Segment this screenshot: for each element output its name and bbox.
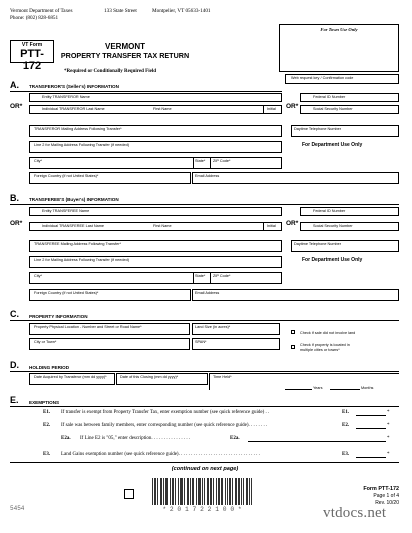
barcode-bar [236,478,237,505]
transferor-mailing-label: TRANSFEROR Mailing Address Following Transfer* [34,126,122,131]
transferee-phone-field[interactable] [291,240,399,252]
barcode-bar [172,478,173,505]
date-closing-label: Date of this Closing (mm dd yyyy)* [120,374,179,379]
required-note: *Required or Conditionally Required Field [64,69,156,74]
transferor-city-field[interactable] [29,157,282,169]
barcode-bar [165,478,166,505]
agency-city: Montpelier, VT 05633-1401 [152,8,211,14]
transferee-first-name-label: First Name [153,223,172,228]
or-label-b2: OR* [286,220,299,227]
e2-code: E2. [342,423,350,428]
barcode-bar [210,478,211,505]
footer-revision: Rev. 10/20 [375,499,399,506]
barcode-bar [182,478,183,505]
section-b-letter: B. [10,193,19,203]
transferee-name-field[interactable] [29,222,282,231]
transferor-email-label: Email Address [195,173,220,178]
transferor-phone-label: Daytime Telephone Number [294,126,341,131]
transferor-entity-field[interactable] [29,93,282,102]
footer-form-number: Form PTT-172 [363,486,399,492]
or-label-a2: OR* [286,103,299,110]
section-d-letter: D. [10,360,19,370]
e3-text: Land Gains exemption number (see quick reference guide). . . . . . . . . . . . . . . . . . . . . . . . . . . . . . . . . [61,452,260,457]
date-acquired-field[interactable] [29,373,115,385]
property-location-field[interactable] [29,323,190,335]
barcode-bar [247,478,248,505]
barcode-bar [184,478,185,505]
barcode-bar [225,478,226,505]
months-label: Months [361,385,374,390]
transferor-line2-field[interactable] [29,141,282,153]
e3-number: E3. [43,452,51,457]
section-c-letter: C. [10,309,19,319]
transferor-country-label: Foreign Country (if not United States)* [34,173,99,178]
barcode-bar [161,478,162,505]
section-d-title: HOLDING PERIOD [29,365,70,370]
barcode-bar [187,478,188,505]
barcode-bar [241,478,242,505]
agency-address: 133 State Street [104,8,137,14]
barcode-bar [235,478,236,505]
transferee-email-label: Email Address [195,290,220,295]
footer-page: Page 1 of 4 [373,493,399,499]
multiple-towns-checkbox[interactable] [291,345,295,349]
form-number-box [10,40,54,72]
barcode-bar [251,478,252,505]
form-number: PTT-172 [20,48,44,72]
e1-code: E1. [342,410,350,415]
transferee-country-field[interactable] [29,289,191,301]
transferor-country-field[interactable] [29,172,191,184]
e1-text: If transfer is exempt from Property Transfer Tax, enter exemption number (see quick reference guide) . . [61,410,270,415]
transferee-federal-id-label: Federal ID Number [313,208,346,213]
section-a-title: TRANSFEROR'S (Seller's) INFORMATION [29,84,119,89]
date-closing-field[interactable] [116,373,208,385]
barcode-bar [229,478,230,505]
barcode-bar [199,478,200,505]
barcode-bar [243,478,244,505]
no-land-checkbox[interactable] [291,330,295,334]
transferee-city-label: City* [34,273,43,278]
transferee-ssn-field[interactable] [300,222,399,231]
transferor-first-name-label: First Name [153,106,172,111]
web-request-box[interactable] [285,74,399,84]
barcode-bar [216,478,217,505]
barcode-bar [175,478,176,505]
transferor-city-label: City* [34,158,43,163]
e1-input[interactable] [356,415,386,416]
years-label: Years [313,385,323,390]
barcode-bar [198,478,199,505]
barcode-bar [154,478,155,505]
barcode-bar [188,478,189,505]
span-label: SPAN* [195,339,207,344]
barcode-bar [167,478,168,505]
transferor-ssn-field[interactable] [300,105,399,114]
transferee-entity-label: Entity TRANSFEREE Name [42,208,90,213]
e2-number: E2. [43,423,51,428]
barcode-bar [202,478,203,505]
land-size-field[interactable] [192,323,280,335]
multiple-towns-label-line2: multiple cities or towns* [300,348,340,352]
barcode-bar [238,478,239,505]
barcode-bar [192,478,193,505]
transferee-city-field[interactable] [29,272,282,284]
multiple-towns-label-line1: Check if property is located in [300,343,350,347]
barcode-bar [239,478,240,505]
transferee-state-label: State* [195,273,206,278]
transferor-entity-label: Entity TRANSFEROR Name [42,94,90,99]
barcode-bar [157,478,158,505]
city-town-label: City or Town* [34,339,57,344]
agency-name: Vermont Department of Taxes [10,8,73,14]
barcode-bar [200,478,201,505]
barcode-bar [246,478,247,505]
transferee-federal-id-field[interactable] [300,207,399,216]
transferee-line2-field[interactable] [29,256,282,268]
barcode-bar [166,478,167,505]
transferor-name-field[interactable] [29,105,282,114]
transferor-state-label: State* [195,158,206,163]
transferee-line2-label: Line 2 for Mailing Address Following Transfer (if needed) [34,257,129,262]
transferor-phone-field[interactable] [291,125,399,137]
land-size-label: Land Size (in acres)* [195,324,231,329]
or-label-a: OR* [10,103,23,110]
barcode-bar [230,478,231,505]
city-town-field[interactable] [29,338,190,350]
e2a-number: E2a. [61,436,71,441]
barcode-bar [208,478,209,505]
barcode-bar [204,478,205,505]
e3-code: E3. [342,452,350,457]
e1-number: E1. [43,410,51,415]
transferee-mailing-field[interactable] [29,240,282,252]
section-b-title: TRANSFEREE'S (Buyer's) INFORMATION [29,197,119,202]
transferee-phone-label: Daytime Telephone Number [294,241,341,246]
transferor-mailing-field[interactable] [29,125,282,137]
e2a-code: E2a. [230,436,240,441]
e2a-required-star: * [387,436,390,441]
time-held-field[interactable] [209,373,399,390]
transferor-zip-label: ZIP Code* [213,158,231,163]
transferee-entity-field[interactable] [29,207,282,216]
barcode-bar [180,478,181,505]
transferee-ssn-label: Social Security Number [313,223,353,228]
title-line1: VERMONT [105,42,145,51]
barcode-bar [155,478,156,505]
barcode-bar [232,478,233,505]
e2-input[interactable] [356,428,386,429]
barcode-bar [227,478,228,505]
e2a-text: If Line E2 is "05," enter description. . . . . . . . . . . . . . . . [80,436,191,441]
transferor-last-name-label: Individual TRANSFEROR Last Name [42,106,105,111]
time-held-label: Time Held* [213,374,232,379]
barcode-bar [178,478,179,505]
barcode-text: * 2 0 1 7 2 2 1 0 0 * [162,506,242,513]
barcode-bar [170,478,171,505]
barcode-bar [160,478,161,505]
barcode-bar [173,478,174,505]
transferee-country-label: Foreign Country (if not United States)* [34,290,99,295]
property-location-label: Property Physical Location - Number and Street or Road Name* [34,324,142,329]
section-a-letter: A. [10,80,19,90]
town-use-box [279,24,399,72]
e3-input[interactable] [356,457,386,458]
barcode-bar [211,478,212,505]
no-land-label: Check if sale did not involve land [300,331,356,335]
barcode-bar [222,478,223,505]
watermark: vtdocs.net [323,505,387,521]
dept-use-a: For Department Use Only [302,142,363,148]
town-use-label: For Town Use Only [320,27,358,32]
e2a-input[interactable] [248,441,386,442]
barcode-bar [196,478,197,505]
transferee-mailing-label: TRANSFEREE Mailing Address Following Transfer* [34,241,121,246]
transferee-zip-label: ZIP Code* [213,273,231,278]
transferor-federal-id-field[interactable] [300,93,399,102]
transferor-initial-label: Initial [267,106,276,111]
section-e-letter: E. [10,395,19,405]
barcode-bar [218,478,219,505]
barcode-bar [193,478,194,505]
barcode-bar [163,478,164,505]
web-request-label: Web request key / Confirmation code [291,76,354,80]
date-acquired-label: Date Acquired by Transferor (mm dd yyyy)* [34,374,107,379]
dept-use-b: For Department Use Only [302,257,363,263]
agency-phone: Phone: (802) 828-6851 [10,14,59,21]
e2-required-star: * [387,423,390,428]
section-c-title: PROPERTY INFORMATION [29,314,88,319]
or-label-b: OR* [10,220,23,227]
barcode-bar [181,478,182,505]
barcode-bar [249,478,250,505]
corner-mark [124,489,134,499]
transferee-initial-label: Initial [267,223,276,228]
barcode-bar [207,478,208,505]
form-code: 5454 [10,505,25,512]
form-label: VT Form [21,42,43,48]
barcode-bar [190,478,191,505]
e3-required-star: * [387,452,390,457]
e1-required-star: * [387,410,390,415]
continued-note: (continued on next page) [171,466,239,472]
section-e-title: EXEMPTIONS [29,400,60,405]
barcode-bar [221,478,222,505]
transferee-last-name-label: Individual TRANSFEREE Last Name [42,223,104,228]
barcode-bar [219,478,220,505]
transferor-ssn-label: Social Security Number [313,106,353,111]
transferor-email-field[interactable] [192,172,399,184]
e2-text: If sale was between family members, enter corresponding number (see quick reference guide). . . . . . . . [61,423,268,428]
span-field[interactable] [192,338,280,350]
transferor-line2-label: Line 2 for Mailing Address Following Transfer (if needed) [34,142,129,147]
barcode-bar [213,478,214,505]
title-line2: PROPERTY TRANSFER TAX RETURN [60,51,190,60]
barcode-graphic [152,478,252,505]
transferor-federal-id-label: Federal ID Number [313,94,346,99]
transferee-email-field[interactable] [192,289,399,301]
barcode-bar [152,478,153,505]
